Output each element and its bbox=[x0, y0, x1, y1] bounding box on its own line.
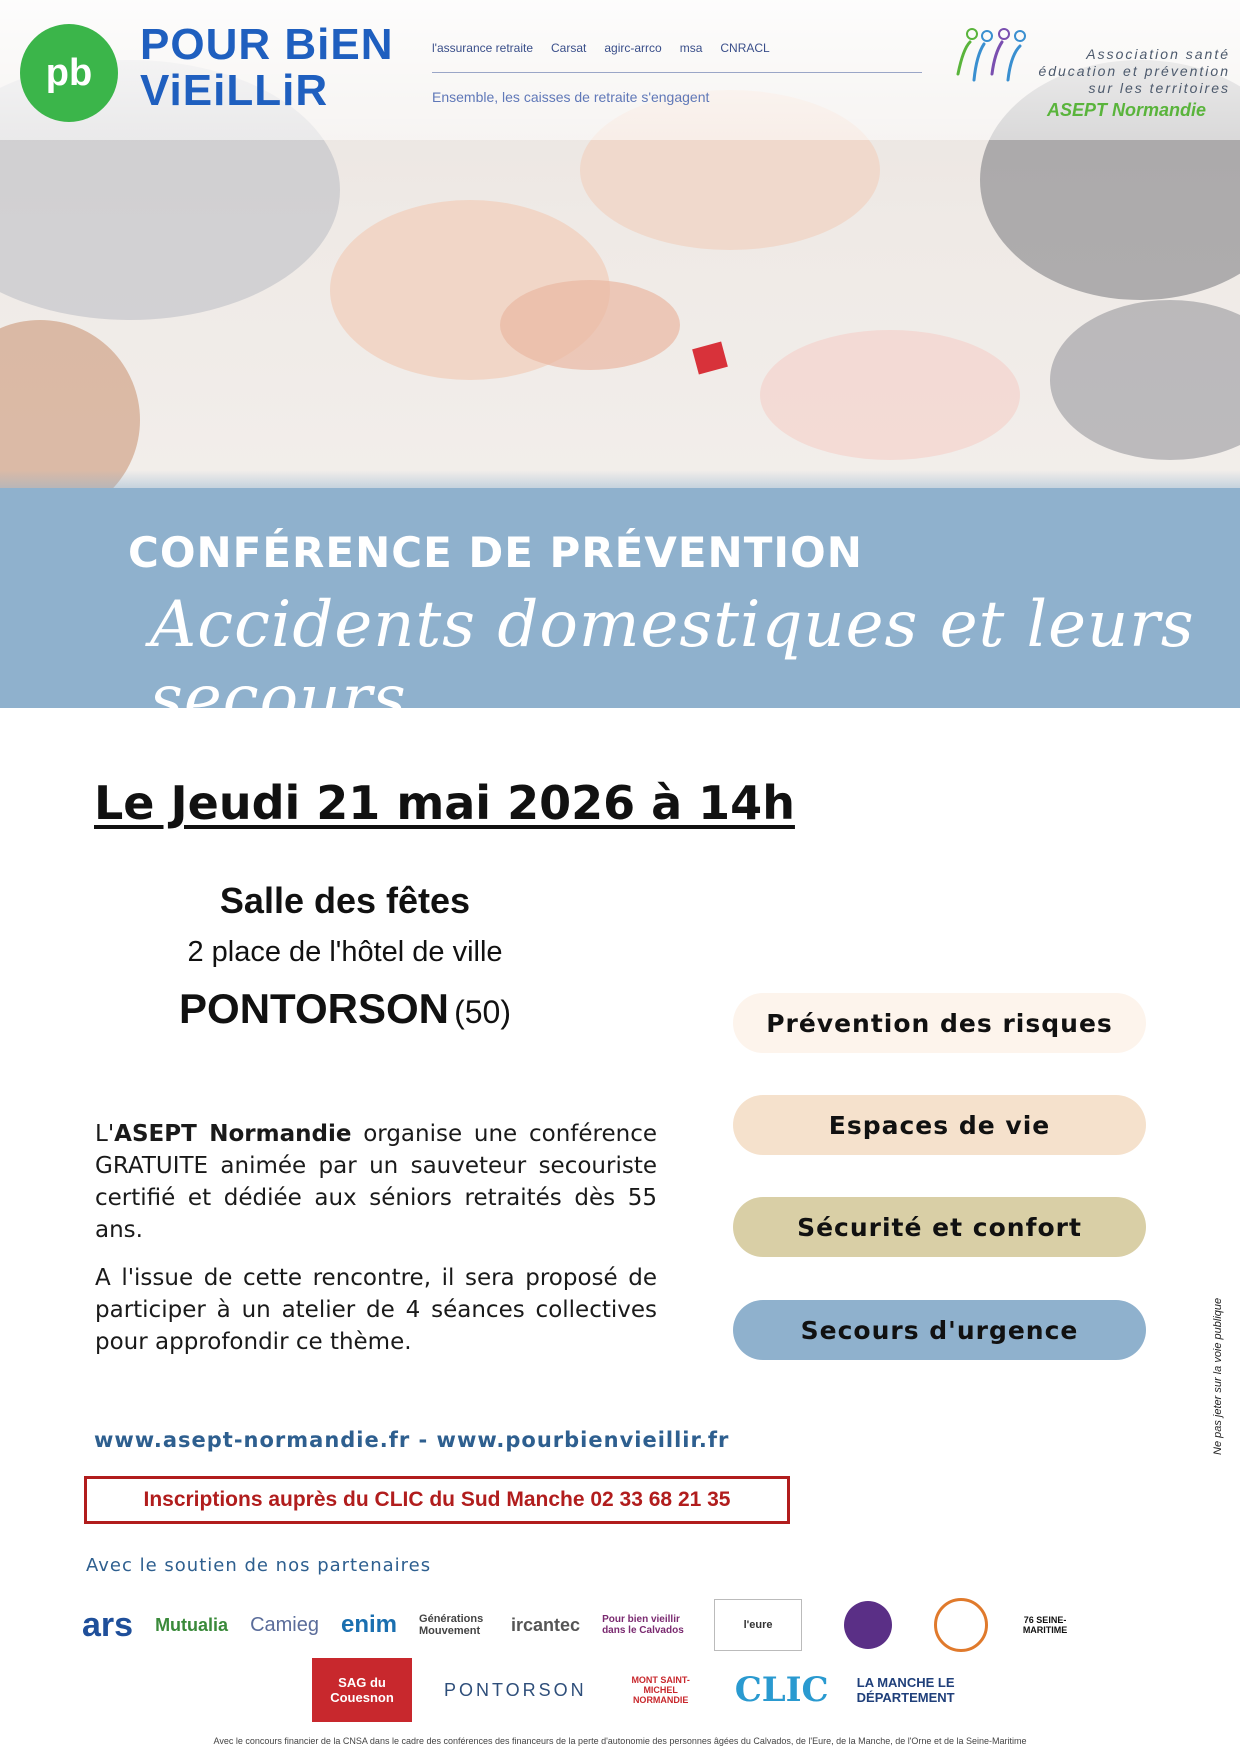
ars-logo: ars bbox=[82, 1605, 134, 1644]
asept-name: ASEPT Normandie bbox=[1046, 100, 1206, 120]
venue-name: Salle des fêtes bbox=[219, 880, 471, 921]
conference-title: CONFÉRENCE DE PRÉVENTION bbox=[128, 528, 863, 577]
carsat-logo: Carsat bbox=[551, 41, 587, 55]
generations-mouvement-logo: Générations Mouvement bbox=[419, 1613, 484, 1637]
website-links[interactable]: www.asept-normandie.fr - www.pourbienvieillir.fr bbox=[94, 1428, 730, 1452]
pour-bien-vieillir-wordmark: POUR BiEN ViEiLLiR bbox=[140, 20, 394, 115]
eure-logo: l'eure bbox=[714, 1599, 802, 1651]
description-paragraph-1: L'ASEPT Normandie organise une conférence GRATUITE animée par un sauveteur secouriste certifié et dédiée aux séniors retraités dès 55 ans. bbox=[95, 1121, 657, 1243]
venue-city: PONTORSON (50) bbox=[179, 985, 511, 1032]
agirc-arrco-logo: agirc-arrco bbox=[604, 41, 662, 55]
ircantec-logo: ircantec bbox=[511, 1614, 581, 1635]
description-paragraph-2: A l'issue de cette rencontre, il sera proposé de participer à un atelier de 4 séances collectives pour approfondir ce thème. bbox=[95, 1265, 657, 1355]
topic-securite-confort: Sécurité et confort bbox=[733, 1197, 1146, 1257]
partners-row-2 bbox=[312, 1658, 955, 1722]
seine-maritime-logo: 76 SEINE-MARITIME bbox=[1022, 1615, 1068, 1635]
people-icon bbox=[950, 24, 1030, 84]
partner-badge-orange bbox=[934, 1598, 988, 1652]
msa-logo: msa bbox=[679, 41, 703, 55]
camieg-logo: Camieg bbox=[250, 1613, 319, 1636]
caisses-tagline: Ensemble, les caisses de retraite s'engagent bbox=[432, 89, 710, 105]
side-note: Ne pas jeter sur la voie publique bbox=[1212, 1297, 1224, 1455]
partners-row-1 bbox=[82, 1598, 1070, 1652]
partner-badge-violet bbox=[844, 1601, 892, 1649]
assurance-retraite-logo: l'assurance retraite bbox=[432, 41, 534, 55]
clic-logo: CLIC bbox=[734, 1670, 829, 1710]
mont-saint-michel-logo: MONT SAINT-MICHEL NORMANDIE bbox=[631, 1675, 690, 1705]
partners-title: Avec le soutien de nos partenaires bbox=[86, 1555, 432, 1576]
description bbox=[95, 1118, 657, 1374]
conference-subtitle: Accidents domestiques et leurs secours bbox=[150, 588, 1195, 736]
calvados-logo: Pour bien vieillir dans le Calvados bbox=[602, 1614, 684, 1636]
caisses-retraite-logos bbox=[432, 28, 922, 118]
inscription-box: Inscriptions auprès du CLIC du Sud Manche 02 33 68 21 35 bbox=[84, 1476, 790, 1524]
cnsa-footnote: Avec le concours financier de la CNSA dans le cadre des conférences des financeurs de la perte d'autonomie des personnes âgées du Calvados, de l'Eure, de la Manche, de l'Orne et de la Seine-Maritime bbox=[213, 1736, 1027, 1746]
event-date: Le Jeudi 21 mai 2026 à 14h bbox=[94, 776, 795, 830]
cnracl-logo: CNRACL bbox=[720, 41, 770, 55]
sag-couesnon-logo: SAG du Couesnon bbox=[312, 1658, 412, 1722]
topic-secours-urgence: Secours d'urgence bbox=[733, 1300, 1146, 1360]
enim-logo: enim bbox=[341, 1611, 398, 1638]
topic-espaces-de-vie: Espaces de vie bbox=[733, 1095, 1146, 1155]
asept-logo: Association santé éducation et prévention sur les territoires ASEPT Normandie bbox=[950, 24, 1230, 124]
venue-block bbox=[150, 880, 540, 1033]
pontorson-logo: PONTORSON bbox=[444, 1679, 587, 1700]
pour-bien-vieillir-logo: pb bbox=[20, 24, 118, 122]
topic-prevention-risques: Prévention des risques bbox=[733, 993, 1146, 1053]
mutualia-logo: Mutualia bbox=[155, 1614, 229, 1635]
venue-address: 2 place de l'hôtel de ville bbox=[187, 936, 503, 968]
la-manche-logo: LA MANCHE LE DÉPARTEMENT bbox=[856, 1675, 955, 1705]
